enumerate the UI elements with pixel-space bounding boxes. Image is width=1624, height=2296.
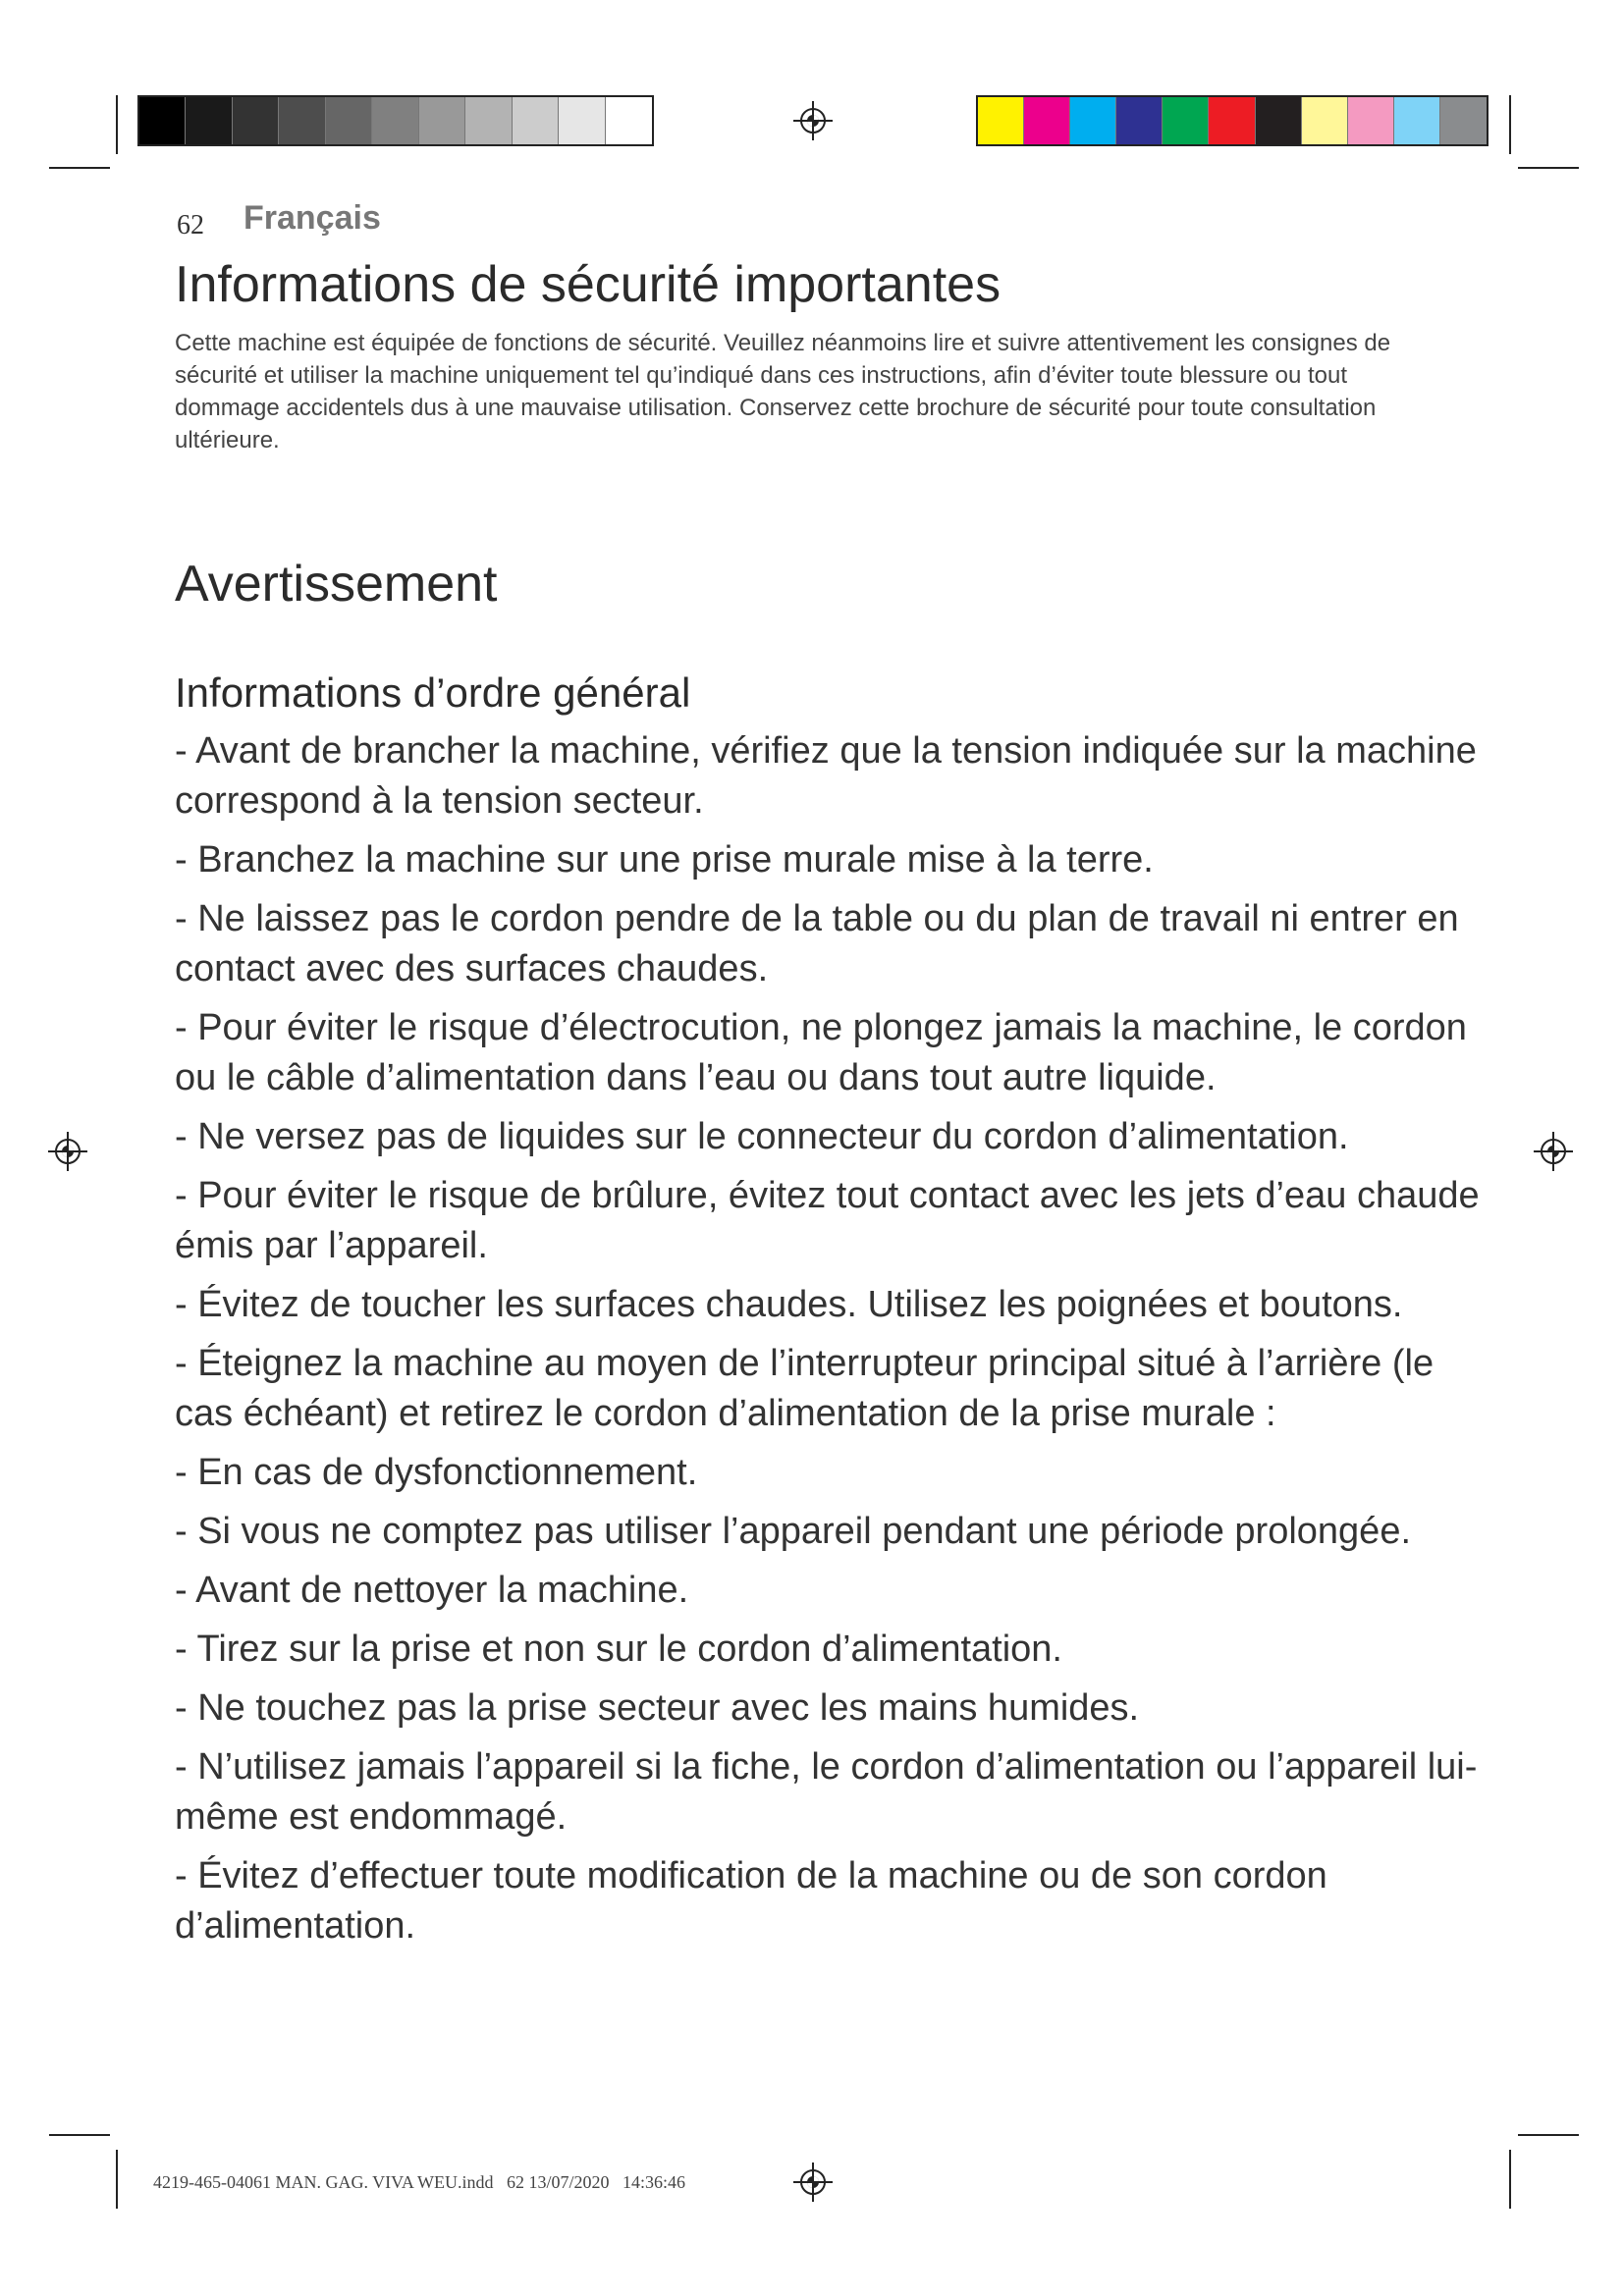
color-swatch <box>279 97 325 144</box>
list-item: - Évitez de toucher les surfaces chaudes. Utilisez les poignées et boutons. <box>175 1284 1403 1325</box>
color-swatch <box>606 97 652 144</box>
color-swatch <box>1302 97 1348 144</box>
color-swatch <box>1070 97 1116 144</box>
crop-mark <box>1509 2150 1511 2209</box>
footer-date-time: 13/07/2020 14:36:46 <box>528 2172 686 2192</box>
color-swatch <box>1024 97 1070 144</box>
color-swatch <box>1256 97 1302 144</box>
color-swatch <box>1440 97 1487 144</box>
crop-mark <box>116 95 118 154</box>
color-swatch <box>372 97 418 144</box>
color-swatch <box>186 97 232 144</box>
color-swatch <box>513 97 559 144</box>
crop-mark <box>1518 2134 1579 2136</box>
list-item: - Tirez sur la prise et non sur le cordon d’alimentation. <box>175 1629 1062 1670</box>
warning-heading: Avertissement <box>175 556 498 613</box>
color-swatch <box>1116 97 1163 144</box>
cmyk-color-bar <box>976 95 1489 146</box>
crosshair-target-icon <box>1534 1132 1573 1171</box>
list-item: - Si vous ne comptez pas utiliser l’appareil pendant une période prolongée. <box>175 1511 1412 1552</box>
crop-mark <box>1518 167 1579 169</box>
page-title: Informations de sécurité importantes <box>175 256 1001 313</box>
footer-file-info <box>153 2172 685 2193</box>
list-item: - Ne versez pas de liquides sur le connecteur du cordon d’alimentation. <box>175 1116 1349 1157</box>
crop-mark <box>49 167 110 169</box>
list-item: - Avant de nettoyer la machine. <box>175 1570 689 1611</box>
language-label: Français <box>244 199 381 237</box>
grayscale-color-bar <box>137 95 654 146</box>
list-item: - Pour éviter le risque de brûlure, évitez tout contact avec les jets d’eau chaude émis par l’appareil. <box>175 1175 1480 1266</box>
crosshair-target-icon <box>48 1132 87 1171</box>
color-swatch <box>978 97 1024 144</box>
color-swatch <box>233 97 279 144</box>
crop-mark <box>1509 95 1511 154</box>
safety-instructions-list <box>175 726 1490 1960</box>
list-item: - Avant de brancher la machine, vérifiez que la tension indiquée sur la machine correspond à la tension secteur. <box>175 730 1477 822</box>
list-item: - Éteignez la machine au moyen de l’interrupteur principal situé à l’arrière (le cas échéant) et retirez le cordon d’alimentation de la prise murale : <box>175 1343 1435 1434</box>
color-swatch <box>139 97 186 144</box>
intro-paragraph: Cette machine est équipée de fonctions de sécurité. Veuillez néanmoins lire et suivre attentivement les consignes de sécurité et utiliser la machine uniquement tel qu’indiqué dans ces instructions, afin d’éviter toute blessure ou tout dommage accidentels dus à une mauvaise utilisation. Conservez cette brochure de sécurité pour toute consultation ultérieure. <box>175 330 1391 454</box>
footer-file-name: 4219-465-04061 MAN. GAG. VIVA WEU.indd 62 <box>153 2172 524 2192</box>
general-info-heading: Informations d’ordre général <box>175 669 691 716</box>
crop-mark <box>116 2150 118 2209</box>
list-item: - Ne touchez pas la prise secteur avec les mains humides. <box>175 1687 1140 1729</box>
color-swatch <box>559 97 605 144</box>
list-item: - Évitez d’effectuer toute modification de la machine ou de son cordon d’alimentation. <box>175 1855 1327 1947</box>
color-swatch <box>1163 97 1209 144</box>
list-item: - En cas de dysfonctionnement. <box>175 1452 698 1493</box>
crosshair-target-icon <box>793 2163 833 2202</box>
color-swatch <box>326 97 372 144</box>
color-swatch <box>1348 97 1394 144</box>
list-item: - N’utilisez jamais l’appareil si la fiche, le cordon d’alimentation ou l’appareil lui-même est endommagé. <box>175 1746 1478 1838</box>
crop-mark <box>49 2134 110 2136</box>
crosshair-target-icon <box>793 101 833 140</box>
list-item: - Ne laissez pas le cordon pendre de la table ou du plan de travail ni entrer en contact avec des surfaces chaudes. <box>175 898 1459 989</box>
page-number: 62 <box>177 210 204 240</box>
color-swatch <box>465 97 512 144</box>
color-swatch <box>1209 97 1255 144</box>
color-swatch <box>419 97 465 144</box>
list-item: - Branchez la machine sur une prise murale mise à la terre. <box>175 839 1154 881</box>
list-item: - Pour éviter le risque d’électrocution, ne plongez jamais la machine, le cordon ou le câble d’alimentation dans l’eau ou dans tout autre liquide. <box>175 1007 1467 1098</box>
color-swatch <box>1394 97 1440 144</box>
